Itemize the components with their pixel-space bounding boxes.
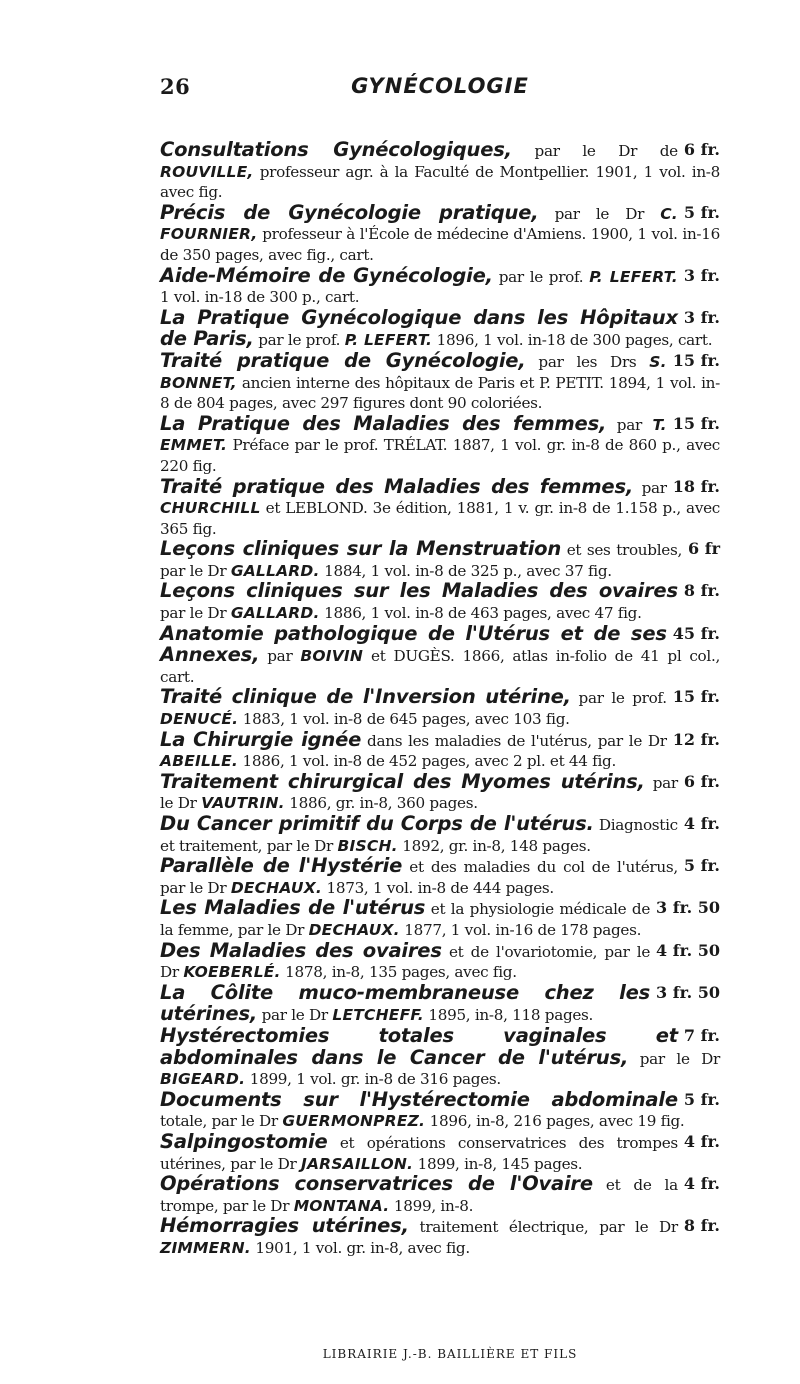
- entry-details: 1899, 1 vol. gr. in-8 de 316 pages.: [245, 1070, 501, 1089]
- entry-details: Préface par le prof. TRÉLAT. 1887, 1 vol. gr. in-8 de 860 p., avec 220 fig.: [160, 436, 720, 475]
- entry-price: 45 fr.: [667, 624, 720, 645]
- entry-author: T. EMMET.: [160, 415, 667, 455]
- page-number: 26: [160, 74, 191, 99]
- entry-title: Consultations Gynécologiques,: [160, 138, 512, 161]
- catalog-entry: [160, 980, 720, 1026]
- entry-title: Leçons cliniques sur la Menstruation: [160, 537, 562, 561]
- catalog-entry: [160, 621, 720, 688]
- entry-details: 1886, gr. in-8, 360 pages.: [284, 794, 478, 813]
- entry-details: 1895, in-8, 118 pages.: [423, 1006, 594, 1025]
- entry-title: Des Maladies des ovaires: [160, 938, 442, 962]
- entry-author: JARSAILLON.: [301, 1154, 414, 1173]
- catalog-entry: [160, 539, 720, 581]
- catalog-entry: [160, 263, 720, 308]
- entry-title: Traité pratique des Maladies des femmes,: [160, 474, 634, 498]
- entry-text: par: [633, 478, 667, 497]
- entry-text: et ses troubles, par le Dr: [160, 541, 682, 580]
- entry-author: DENUCÉ.: [160, 710, 239, 729]
- entry-details: professeur agr. à la Faculté de Montpellier. 1901, 1 vol. in-8 avec fig.: [160, 162, 720, 202]
- entry-text: par le Dr: [160, 773, 678, 813]
- entry-author: KOEBERLÉ.: [183, 963, 281, 982]
- entry-title: Traité pratique de Gynécologie,: [160, 348, 526, 372]
- entry-title: Précis de Gynécologie pratique,: [160, 200, 539, 224]
- catalog-entries: [160, 140, 720, 1258]
- entry-details: 1 vol. in-18 de 300 p., cart.: [160, 288, 360, 307]
- entry-title: Parallèle de l'Hystérie: [160, 854, 403, 878]
- catalog-entry: [160, 1216, 720, 1258]
- entry-details: 1884, 1 vol. in-8 de 325 p., avec 37 fig.: [319, 561, 612, 580]
- entry-text: traitement électrique, par le Dr: [408, 1218, 678, 1237]
- entry-text: totale, par le Dr: [160, 1112, 283, 1131]
- entry-text: par le prof.: [253, 331, 345, 350]
- page-header: [160, 74, 720, 104]
- entry-title: Aide-Mémoire de Gynécologie,: [160, 263, 493, 287]
- entry-details: 1896, 1 vol. in-18 de 300 pages, cart.: [432, 331, 713, 350]
- entry-author: P. LEFERT.: [589, 267, 678, 286]
- running-title: GYNÉCOLOGIE: [351, 74, 529, 98]
- entry-text: et de la trompe, par le Dr: [160, 1176, 678, 1215]
- entry-title: La Côlite muco-membraneuse chez les utérines,: [160, 980, 651, 1026]
- entry-details: 1892, gr. in-8, 148 pages.: [397, 836, 591, 855]
- entry-details: 1886, 1 vol. in-8 de 452 pages, avec 2 pl. et 44 fig.: [238, 752, 616, 771]
- catalog-entry: [160, 1129, 720, 1174]
- entry-title: Hémorragies utérines,: [160, 1214, 409, 1238]
- entry-title: La Pratique des Maladies des femmes,: [160, 411, 607, 435]
- entry-details: 1883, 1 vol. in-8 de 645 pages, avec 103 fig.: [238, 710, 570, 729]
- entry-text: Diagnostic et traitement, par le Dr: [160, 816, 678, 855]
- entry-details: 1899, in-8, 145 pages.: [413, 1154, 583, 1173]
- entry-author: BISCH.: [337, 836, 398, 855]
- entry-author: DECHAUX.: [308, 920, 400, 939]
- entry-details: 1878, in-8, 135 pages, avec fig.: [280, 963, 517, 982]
- entry-author: GALLARD.: [230, 604, 320, 623]
- entry-title: Les Maladies de l'utérus: [160, 896, 426, 920]
- entry-author: S. BONNET,: [160, 352, 667, 392]
- entry-price: 5 fr.: [678, 203, 720, 224]
- entry-price: 4 fr.: [678, 1174, 720, 1195]
- entry-author: LETCHEFF.: [332, 1006, 424, 1025]
- entry-price: 15 fr.: [667, 414, 720, 435]
- entry-details: 1873, 1 vol. in-8 de 444 pages.: [321, 878, 554, 897]
- catalog-entry: [160, 898, 720, 940]
- entry-price: 3 fr.: [678, 266, 720, 287]
- entry-title: Traité clinique de l'Inversion utérine,: [160, 685, 571, 709]
- catalog-entry: [160, 1023, 720, 1090]
- entry-title: Anatomie pathologique de l'Utérus et de ses Annexes,: [160, 621, 667, 667]
- entry-price: 6 fr: [682, 539, 720, 560]
- entry-details: 1877, 1 vol. in-16 de 178 pages.: [399, 920, 642, 939]
- catalog-entry: [160, 581, 720, 623]
- entry-title: La Chirurgie ignée: [160, 727, 362, 751]
- entry-author: ZIMMERN.: [160, 1238, 251, 1257]
- entry-details: professeur à l'École de médecine d'Amiens. 1900, 1 vol. in-16 de 350 pages, avec fig., cart.: [160, 225, 720, 264]
- entry-price: 6 fr.: [678, 772, 720, 793]
- entry-author: ROUVILLE,: [160, 162, 254, 181]
- entry-price: 4 fr.: [678, 1132, 720, 1153]
- entry-title: Traitement chirurgical des Myomes utérins,: [160, 769, 645, 793]
- catalog-entry: [160, 769, 720, 814]
- entry-price: 8 fr.: [678, 1216, 720, 1237]
- catalog-entry: [160, 140, 720, 203]
- entry-title: Du Cancer primitif du Corps de l'utérus.: [160, 812, 594, 835]
- entry-price: 3 fr. 50: [650, 898, 720, 919]
- entry-text: et des maladies du col de l'utérus, par le Dr: [160, 858, 678, 897]
- catalog-entry: [160, 1087, 720, 1132]
- entry-author: BIGEARD.: [160, 1070, 246, 1089]
- entry-author: CHURCHILL: [160, 499, 261, 518]
- entry-author: GALLARD.: [230, 561, 320, 580]
- entry-details: et LEBLOND. 3e édition, 1881, 1 v. gr. in-8 de 1.158 p., avec 365 fig.: [160, 499, 720, 538]
- entry-title: Hystérectomies totales vaginales et abdominales dans le Cancer de l'utérus,: [160, 1023, 678, 1069]
- entry-details: 1896, in-8, 216 pages, avec 19 fig.: [425, 1112, 685, 1131]
- entry-price: 4 fr. 50: [650, 941, 720, 962]
- catalog-entry: [160, 814, 720, 856]
- entry-text: dans les maladies de l'utérus, par le Dr: [361, 731, 667, 750]
- entry-text: par le Dr: [160, 604, 231, 623]
- entry-price: 15 fr.: [667, 351, 720, 372]
- entry-text: par: [606, 415, 653, 434]
- entry-text: par le Dr: [628, 1049, 720, 1068]
- entry-title: Leçons cliniques sur les Maladies des ovaires: [160, 579, 678, 603]
- entry-price: 8 fr.: [678, 581, 720, 602]
- entry-text: par le prof.: [492, 267, 590, 286]
- entry-text: par le Dr: [538, 204, 661, 223]
- entry-author: BOIVIN: [300, 647, 364, 666]
- entry-price: 3 fr. 50: [650, 983, 720, 1004]
- catalog-entry: [160, 1174, 720, 1216]
- entry-details: 1899, in-8.: [389, 1196, 474, 1215]
- entry-text: et de l'ovariotomie, par le Dr: [160, 942, 651, 982]
- entry-price: 7 fr.: [678, 1026, 720, 1047]
- entry-text: et la physiologie médicale de la femme, par le Dr: [160, 900, 651, 939]
- publisher-footer: LIBRAIRIE J.-B. BAILLIÈRE ET FILS: [322, 1347, 578, 1361]
- entry-price: 15 fr.: [667, 687, 720, 708]
- entry-text: par le prof.: [570, 689, 667, 708]
- catalog-entry: [160, 305, 720, 351]
- entry-details: 1901, 1 vol. gr. in-8, avec fig.: [250, 1238, 470, 1257]
- catalog-entry: [160, 474, 720, 540]
- entry-details: 1886, 1 vol. in-8 de 463 pages, avec 47 fig.: [319, 604, 642, 623]
- entry-author: GUERMONPREZ.: [282, 1112, 426, 1131]
- entry-price: 3 fr.: [678, 308, 720, 329]
- entry-price: 6 fr.: [678, 140, 720, 161]
- entry-title: Opérations conservatrices de l'Ovaire: [160, 1172, 593, 1196]
- entry-text: par le Dr de: [511, 142, 678, 160]
- catalog-entry: [160, 411, 720, 477]
- entry-text: par le Dr: [257, 1006, 333, 1025]
- entry-price: 18 fr.: [667, 477, 720, 498]
- entry-price: 5 fr.: [678, 1090, 720, 1111]
- entry-title: Documents sur l'Hystérectomie abdominale: [160, 1087, 678, 1111]
- entry-price: 4 fr.: [678, 814, 720, 835]
- catalog-entry: [160, 687, 720, 729]
- catalog-entry: [160, 727, 720, 772]
- entry-title: Salpingostomie: [160, 1129, 328, 1153]
- entry-text: par: [259, 647, 301, 666]
- catalog-entry: [160, 938, 720, 983]
- entry-details: ancien interne des hôpitaux de Paris et P. PETIT. 1894, 1 vol. in-8 de 804 pages, avec 297 figures dont 90 coloriées.: [160, 373, 720, 413]
- entry-author: P. LEFERT.: [344, 331, 433, 350]
- entry-author: VAUTRIN.: [201, 794, 285, 813]
- catalog-entry: [160, 200, 720, 266]
- entry-price: 12 fr.: [667, 730, 720, 751]
- entry-author: DECHAUX.: [230, 878, 322, 897]
- entry-author: ABEILLE.: [160, 752, 238, 771]
- entry-author: MONTANA.: [293, 1196, 390, 1215]
- entry-author: C. FOURNIER,: [160, 204, 678, 244]
- catalog-entry: [160, 856, 720, 898]
- entry-text: par les Drs: [525, 352, 650, 371]
- entry-title: La Pratique Gynécologique dans les Hôpitaux de Paris,: [160, 305, 678, 351]
- entry-text: et opérations conservatrices des trompes utérines, par le Dr: [160, 1133, 678, 1173]
- entry-details: et DUGÈS. 1866, atlas in-folio de 41 pl col., cart.: [160, 647, 720, 686]
- entry-price: 5 fr.: [678, 856, 720, 877]
- catalog-entry: [160, 348, 720, 414]
